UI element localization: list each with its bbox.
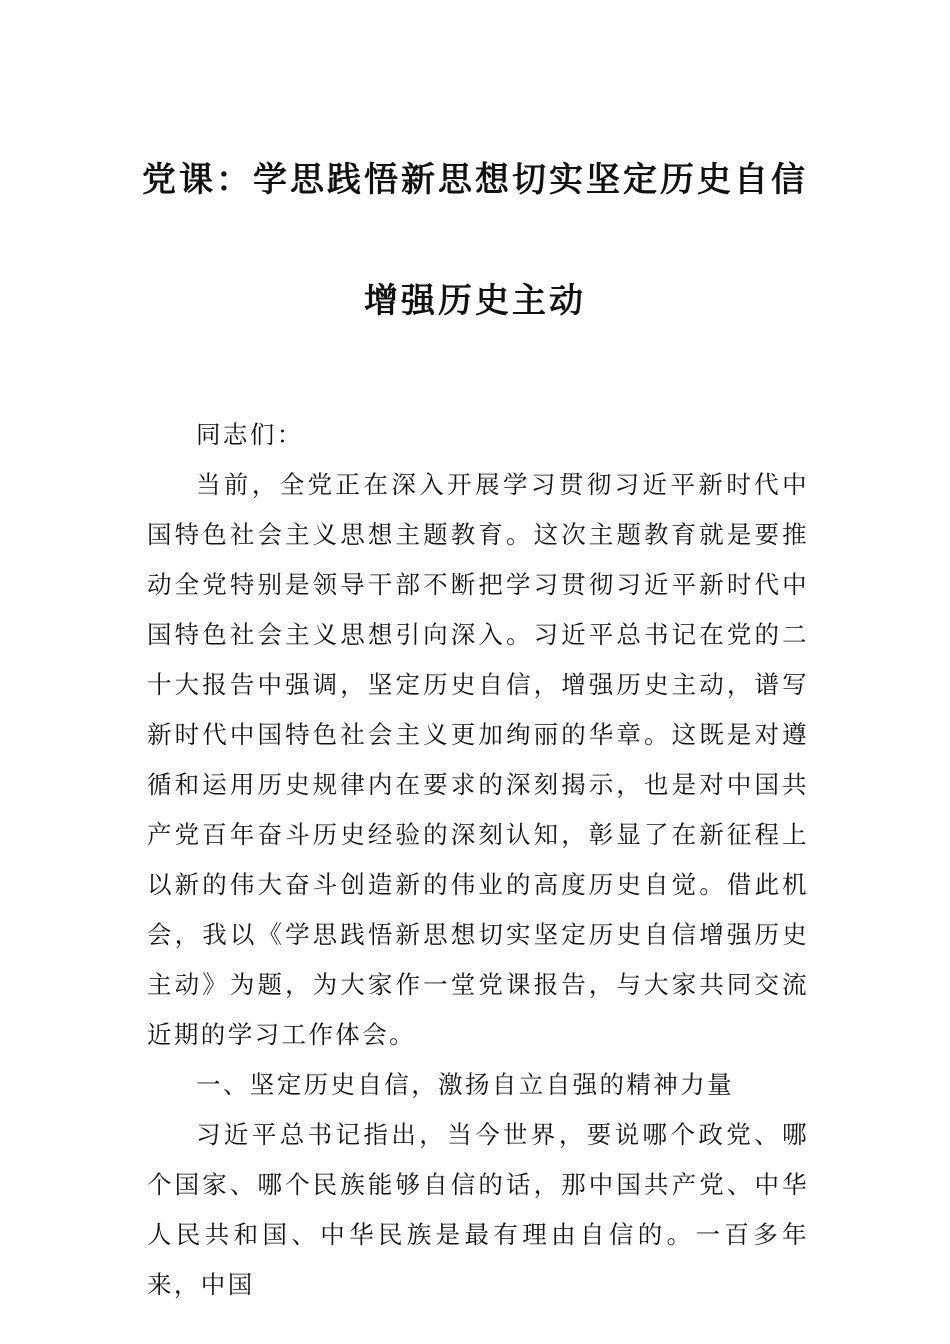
document-title-line-1: 党课：学思践悟新思想切实坚定历史自信 [142,160,808,200]
document-title-line-2: 增强历史主动 [364,281,586,321]
section-heading: 一、坚定历史自信，激扬自立自强的精神力量 [196,1070,734,1099]
document-body [147,410,809,1310]
salutation: 同志们： [196,420,304,449]
paragraph: 当前，全党正在深入开展学习贯彻习近平新时代中国特色社会主义思想主题教育。这次主题教育就是要推动全党特别是领导干部不断把学习贯彻习近平新时代中国特色社会主义思想引向深入。习近平总书记在党的二十大报告中强调，坚定历史自信，增强历史主动，谱写新时代中国特色社会主义更加绚丽的华章。这既是对遵循和运用历史规律内在要求的深刻揭示，也是对中国共产党百年奋斗历史经验的深刻认知，彰显了在新征程上以新的伟大奋斗创造新的伟业的高度历史自觉。借此机会，我以《学思践悟新思想切实坚定历史自信增强历史主动》为题，为大家作一堂党课报告，与大家共同交流近期的学习工作体会。 [147,470,809,1049]
section-paragraph: 习近平总书记指出，当今世界，要说哪个政党、哪个国家、哪个民族能够自信的话，那中国共产党、中华人民共和国、中华民族是最有理由自信的。一百多年来，中国 [147,1120,809,1299]
